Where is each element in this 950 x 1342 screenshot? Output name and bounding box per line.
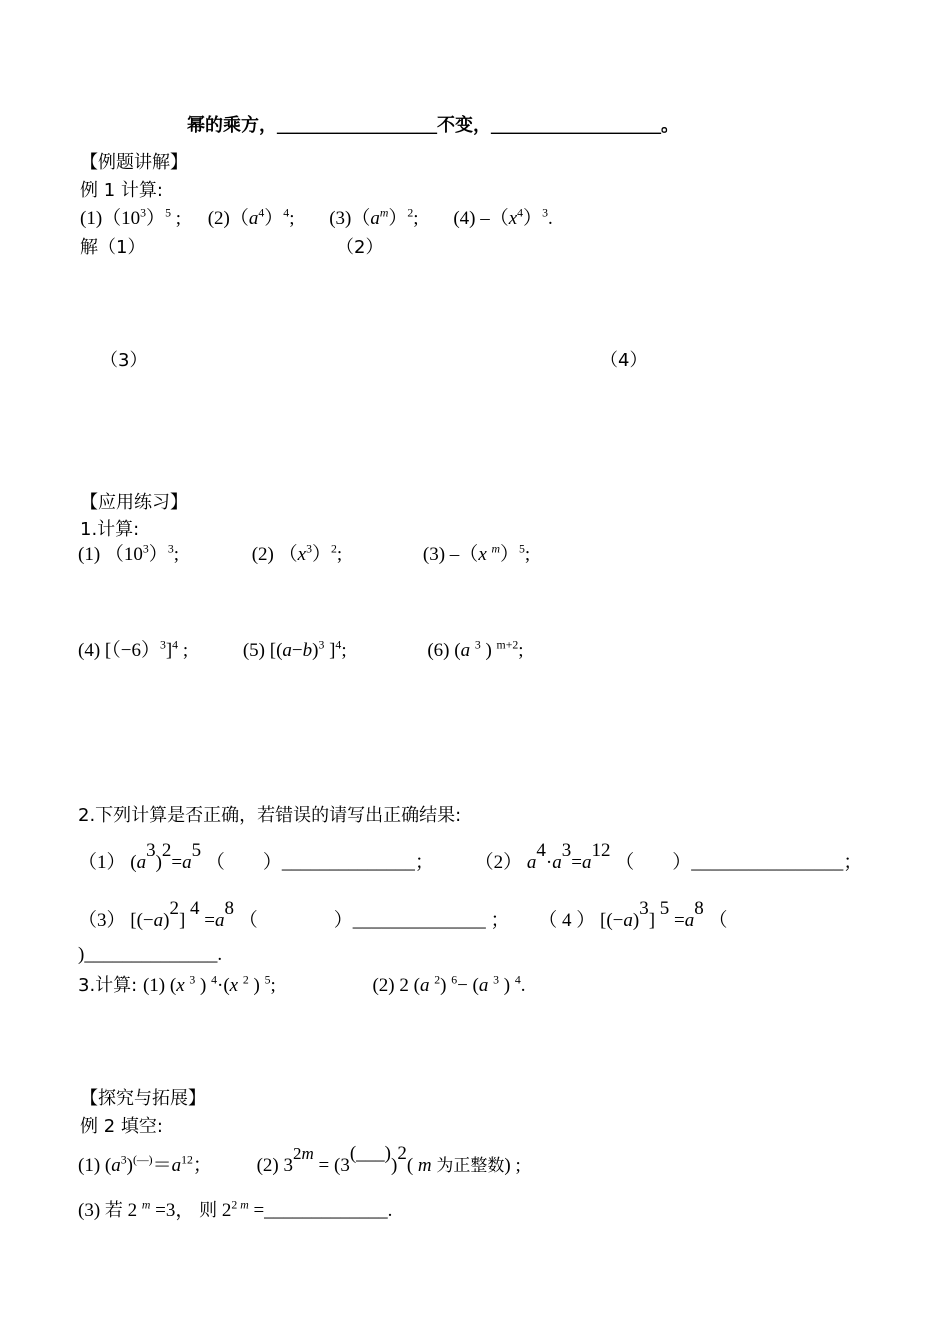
practice-section-title: 【应用练习】 [80, 492, 188, 513]
practice-q2-label: 2.下列计算是否正确，若错误的请写出正确结果: [78, 805, 462, 826]
practice-q1-row1: (1) $(10^3)^3$; (2) $(x^3)^2$; (3) –（x $^m$）$^5$; [78, 542, 531, 565]
example-2-label: 例 2 填空: [80, 1116, 163, 1137]
heading-blank1: ________________ [277, 114, 437, 136]
heading-blank2: _________________ [491, 114, 661, 136]
practice-q1-label: 1.计算: [80, 519, 140, 540]
example-1-items: $(1)(10^3)^5$ ; $(2)(a^4)^4$; $(3)(a^m)^2$; (4) $-(x^4)^3$. [80, 206, 553, 229]
practice-q3: 3.计算: (1) (x $^3$ ) $^4$·(x $^2$ ) $^5$; (2) 2 (a $^2$) $^6$− (a $^3$ ) $^4$. [78, 973, 526, 996]
example-2-row2: (3) 若 2 $^m$ =3， 则 $2^{2 m}$ =_____________. [78, 1198, 393, 1221]
solution-4-label: （4） [600, 350, 648, 371]
practice-q2-row1: （1） (a3)2=a5 （ ）______________； （2） a4·a3=a12 （ ）________________； [78, 840, 863, 873]
heading-part1: 幂的乘方， [187, 115, 277, 136]
solution-2-label: （2） [336, 237, 384, 258]
solution-1-label: 解（1） [80, 237, 146, 258]
heading-part3: 。 [661, 115, 679, 136]
practice-q1-row2: (4) $[(-6)^3]^4$ ; (5) [$(a-b)^3$ ]$^4$; (6) (a $^3$ ) $^{m+2}$; [78, 638, 524, 661]
heading-part2: 不变， [437, 115, 491, 136]
examples-section-title: 【例题讲解】 [80, 152, 188, 173]
extension-section-title: 【探究与拓展】 [80, 1088, 206, 1109]
practice-q2-row3: )______________. [78, 944, 223, 965]
example-1-label: 例 1 计算: [80, 180, 163, 201]
worksheet-heading [187, 113, 679, 137]
practice-q2-row2: （3） [(−a)2] 4 =a8 （ ）______________ ； （ 4 ） [(−a)3] 5 =a8 （ [78, 898, 728, 931]
solution-3-label: （3） [100, 350, 148, 371]
example-2-row1: (1) $(a^3)^{(—)}=a^{12}$； (2) 32m = (3(___))2( m 为正整数) ; [78, 1143, 521, 1176]
